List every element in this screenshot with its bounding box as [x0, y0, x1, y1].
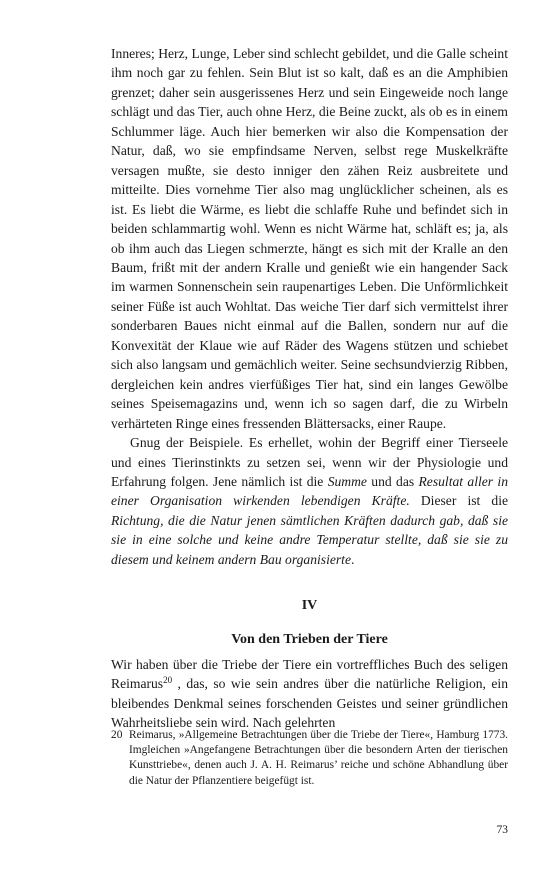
paragraph-2-part-1: Gnug der Beispiele. Es erhellet, wohin der Begriff einer Tierseele und eines Tierinstinkts zu setzen sei, wenn wir der Physiologie und Erfahrung folgen. Jene nämlich ist die [111, 435, 508, 489]
section-title: Von den Trieben der Tiere [231, 632, 388, 647]
footnote-number: 20 [111, 729, 123, 741]
footnote [111, 728, 508, 789]
paragraph-1: Inneres; Herz, Lunge, Leber sind schlecht gebildet, und die Galle scheint ihm noch gar zu fehlen. Sein Blut ist so kalt, daß es an die Amphibien grenzet; daher sein ausgerissenes Herz und sein Eingeweide noch lange schlägt und das Tier, auch ohne Herz, die Beine zuckt, als ob es in einem Schlummer läge. Auch hier bemerken wir also die Kompensation der Natur, daß, wo sie empfindsame Nerven, selbst rege Muskelkräfte versagen mußte, sie desto inniger den zähen Reiz ausbreitete und mitteilte. Dies vornehme Tier also mag unglücklicher scheinen, als es ist. Es liebt die Wärme, es liebt die schlaffe Ruhe und befindet sich in beiden schlammartig wohl. Wenn es nicht Wärme hat, schläft es; ja, als ob ihm auch das Liegen schmerzte, hängt es sich mit der Kralle an den Baum, frißt mit der andern Kralle und genießt wie ein hangender Sack im warmen Sonnenschein sein raupenartiges Leben. Die Unförmlichkeit seiner Füße ist auch Wohltat. Das weiche Tier darf sich vermittelst ihrer sonderbaren Baues nicht einmal auf die Ballen, sondern nur auf die Konvexität der Klaue wie auf Räder des Wagens stützen und schiebet sich also langsam und gemächlich weiter. Seine sechsundvierzig Ribben, dergleichen kein andres vierfüßiges Tier hat, sind ein langes Gewölbe seines Speisemagazins und, wenn ich so sagen darf, die zu Wirbeln verhärteten Ringe eines fressenden Blättersacks, einer Raupe. [111, 46, 508, 431]
paragraph-3 [111, 655, 508, 733]
paragraph-2-part-4: . [350, 551, 355, 567]
paragraph-2-part-2: und das [366, 473, 419, 489]
paragraph-2-emphasis-2: Resultat aller in einer Organisation wirkenden lebendigen Kräfte. [111, 473, 508, 509]
paragraph-2 [111, 433, 508, 569]
paragraph-2-part-3: Dieser ist die [409, 493, 509, 509]
page-number: 73 [496, 824, 508, 836]
paragraph-2-emphasis-3: Richtung, die die Natur jenen sämtlichen Kräften dadurch gab, daß sie sie in eine solche und keine andre Temperatur stellte, daß sie sie zu diesem und keinem andern Bau organisierte [111, 512, 508, 567]
text-block-top [111, 44, 508, 569]
paragraph-2-emphasis-1: Summe [327, 473, 367, 489]
paragraph-3-part-2: , das, so wie sein andres über die natürliche Religion, ein bleibendes Denkmal seines forschenden Geistes und seiner gründlichen Wahrheitsliebe sein wird. Nach gelehrten [111, 676, 508, 731]
footnote-text: Reimarus, »Allgemeine Betrachtungen über die Triebe der Tiere«, Hamburg 1773. Imgleichen »Angefangene Betrachtungen über die besondern Arten der tierischen Kunsttriebe«, denen auch J. A. H. Reimarus’ reiche und schöne Abhandlung über die Natur der Pflanzentiere beigefügt ist. [129, 729, 508, 787]
footnote-reference[interactable]: 20 [163, 675, 173, 686]
text-block-section [111, 655, 508, 733]
section-number: IV [301, 598, 318, 613]
paragraph-3-part-1: Wir haben über die Triebe der Tiere ein vortreffliches Buch des seligen Reimarus [111, 657, 508, 692]
